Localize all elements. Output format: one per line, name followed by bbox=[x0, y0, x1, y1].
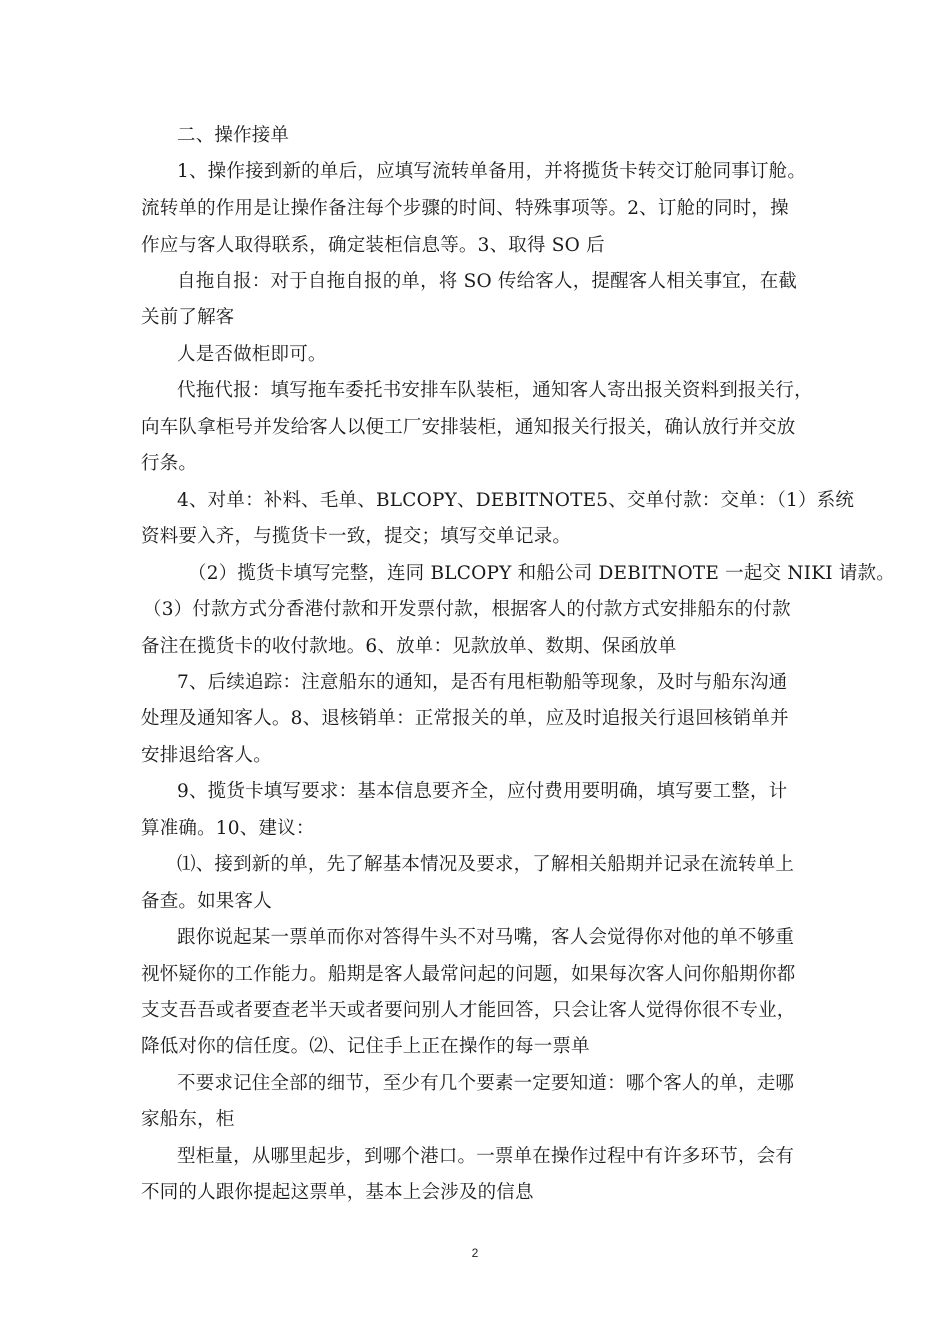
text-line: 算准确。10、建议： bbox=[141, 818, 315, 839]
text-line: 型柜量，从哪里起步，到哪个港口。一票单在操作过程中有许多环节，会有 bbox=[177, 1146, 795, 1167]
text-line: 安排退给客人。 bbox=[141, 745, 272, 766]
text-line: 作应与客人取得联系，确定装柜信息等。3、取得 SO 后 bbox=[141, 235, 605, 256]
text-line: 关前了解客 bbox=[141, 307, 235, 328]
text-line: ⑴、接到新的单，先了解基本情况及要求，了解相关船期并记录在流转单上 bbox=[177, 854, 795, 875]
text-line: 流转单的作用是让操作备注每个步骤的时间、特殊事项等。2、订舱的同时，操 bbox=[141, 198, 789, 219]
text-line: 降低对你的信任度。⑵、记住手上正在操作的每一票单 bbox=[141, 1036, 590, 1057]
text-line: 行条。 bbox=[141, 453, 198, 474]
text-line: 家船东，柜 bbox=[141, 1109, 235, 1130]
text-line: 不同的人跟你提起这票单，基本上会涉及的信息 bbox=[141, 1182, 534, 1203]
text-line: 支支吾吾或者要查老半天或者要问别人才能回答，只会让客人觉得你很不专业， bbox=[141, 1000, 796, 1021]
section-heading: 二、操作接单 bbox=[177, 125, 290, 146]
page-number: 2 bbox=[471, 1246, 479, 1260]
text-line: 处理及通知客人。8、退核销单：正常报关的单，应及时追报关行退回核销单并 bbox=[141, 708, 789, 729]
text-line: 向车队拿柜号并发给客人以便工厂安排装柜，通知报关行报关，确认放行并交放 bbox=[141, 417, 796, 438]
text-line: 自拖自报：对于自拖自报的单，将 SO 传给客人，提醒客人相关事宜，在截 bbox=[177, 271, 798, 292]
text-line: 人是否做柜即可。 bbox=[177, 344, 327, 365]
text-line: 备注在揽货卡的收付款地。6、放单：见款放单、数期、保函放单 bbox=[141, 636, 677, 657]
text-line: 视怀疑你的工作能力。船期是客人最常问起的问题，如果每次客人问你船期你都 bbox=[141, 964, 796, 985]
text-line: 4、对单：补料、毛单、BLCOPY、DEBITNOTE5、交单付款：交单：（1）系统 bbox=[177, 490, 855, 511]
text-line: 资料要入齐，与揽货卡一致，提交；填写交单记录。 bbox=[141, 526, 572, 547]
text-line: 7、后续追踪：注意船东的通知，是否有甩柜勒船等现象，及时与船东沟通 bbox=[177, 672, 788, 693]
text-line: 备查。如果客人 bbox=[141, 891, 272, 912]
text-line: 9、揽货卡填写要求：基本信息要齐全，应付费用要明确，填写要工整，计 bbox=[177, 781, 788, 802]
text-line: 跟你说起某一票单而你对答得牛头不对马嘴，客人会觉得你对他的单不够重 bbox=[177, 927, 795, 948]
text-line: 1、操作接到新的单后，应填写流转单备用，并将揽货卡转交订舱同事订舱。 bbox=[177, 161, 807, 182]
text-line: 代拖代报：填写拖车委托书安排车队装柜，通知客人寄出报关资料到报关行， bbox=[177, 380, 813, 401]
text-line: 不要求记住全部的细节，至少有几个要素一定要知道：哪个客人的单，走哪 bbox=[177, 1073, 795, 1094]
text-line: （3）付款方式分香港付款和开发票付款，根据客人的付款方式安排船东的付款 bbox=[143, 599, 791, 620]
text-line: （2）揽货卡填写完整，连同 BLCOPY 和船公司 DEBITNOTE 一起交 NIKI 请款。 bbox=[188, 563, 895, 584]
